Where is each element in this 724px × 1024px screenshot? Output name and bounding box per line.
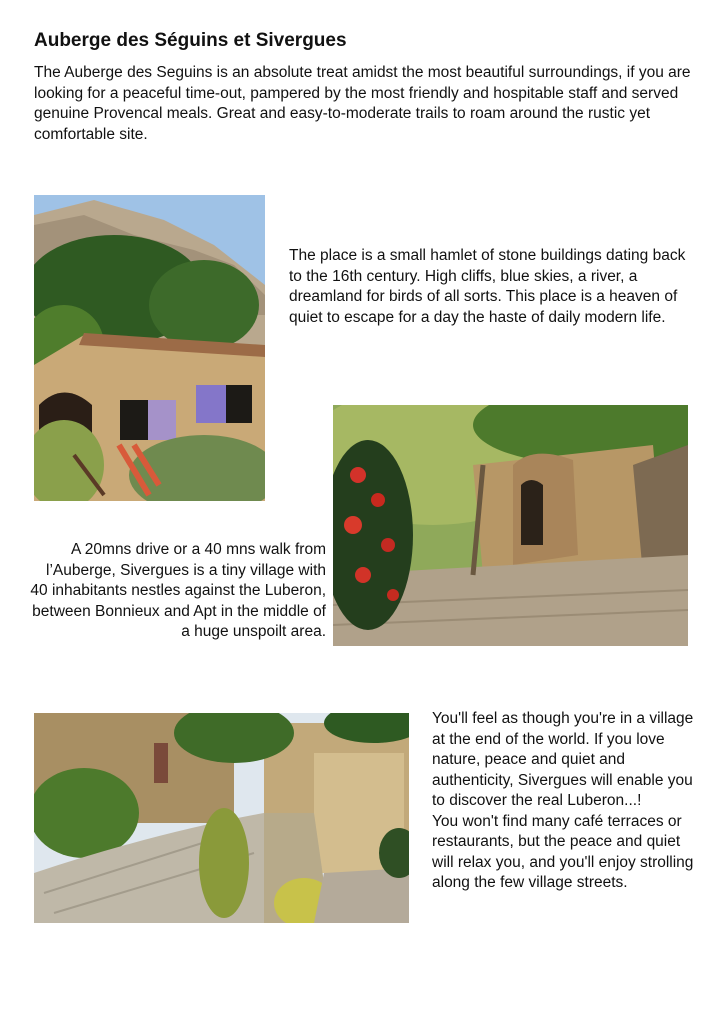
stone-house-photo	[34, 195, 265, 501]
intro-paragraph: The Auberge des Seguins is an absolute treat amidst the most beautiful surroundings, if you are looking for a peaceful time-out, pampered by the most friendly and hospitable staff and served genuine Provencal meals. Great and easy-to-moderate trails to roam around the rustic yet comfortable site.	[34, 64, 691, 143]
stone-hut-photo	[333, 405, 688, 646]
village-paragraph-2: You won't find many café terraces or restaurants, but the peace and quiet will relax you, and you'll enjoy strolling along the few village streets.	[432, 812, 694, 891]
hamlet-description: The place is a small hamlet of stone buildings dating back to the 16th century. High cliffs, blue skies, a river, a dreamland for birds of all sorts. This place is a heaven of quiet to escape for a day the haste of daily modern life.	[289, 247, 686, 326]
page-title: Auberge des Séguins et Sivergues	[34, 30, 347, 51]
village-street-photo	[34, 713, 409, 923]
village-description	[432, 709, 702, 894]
village-paragraph-1: You'll feel as though you're in a village at the end of the world. If you love nature, peace and quiet and authenticity, Sivergues will enable you to discover the real Luberon...!	[432, 710, 694, 809]
sivergues-description: A 20mns drive or a 40 mns walk from l’Auberge, Sivergues is a tiny village with 40 inhabitants nestles against the Luberon, between Bonnieux and Apt in the middle of a huge unspoilt area.	[30, 541, 326, 640]
